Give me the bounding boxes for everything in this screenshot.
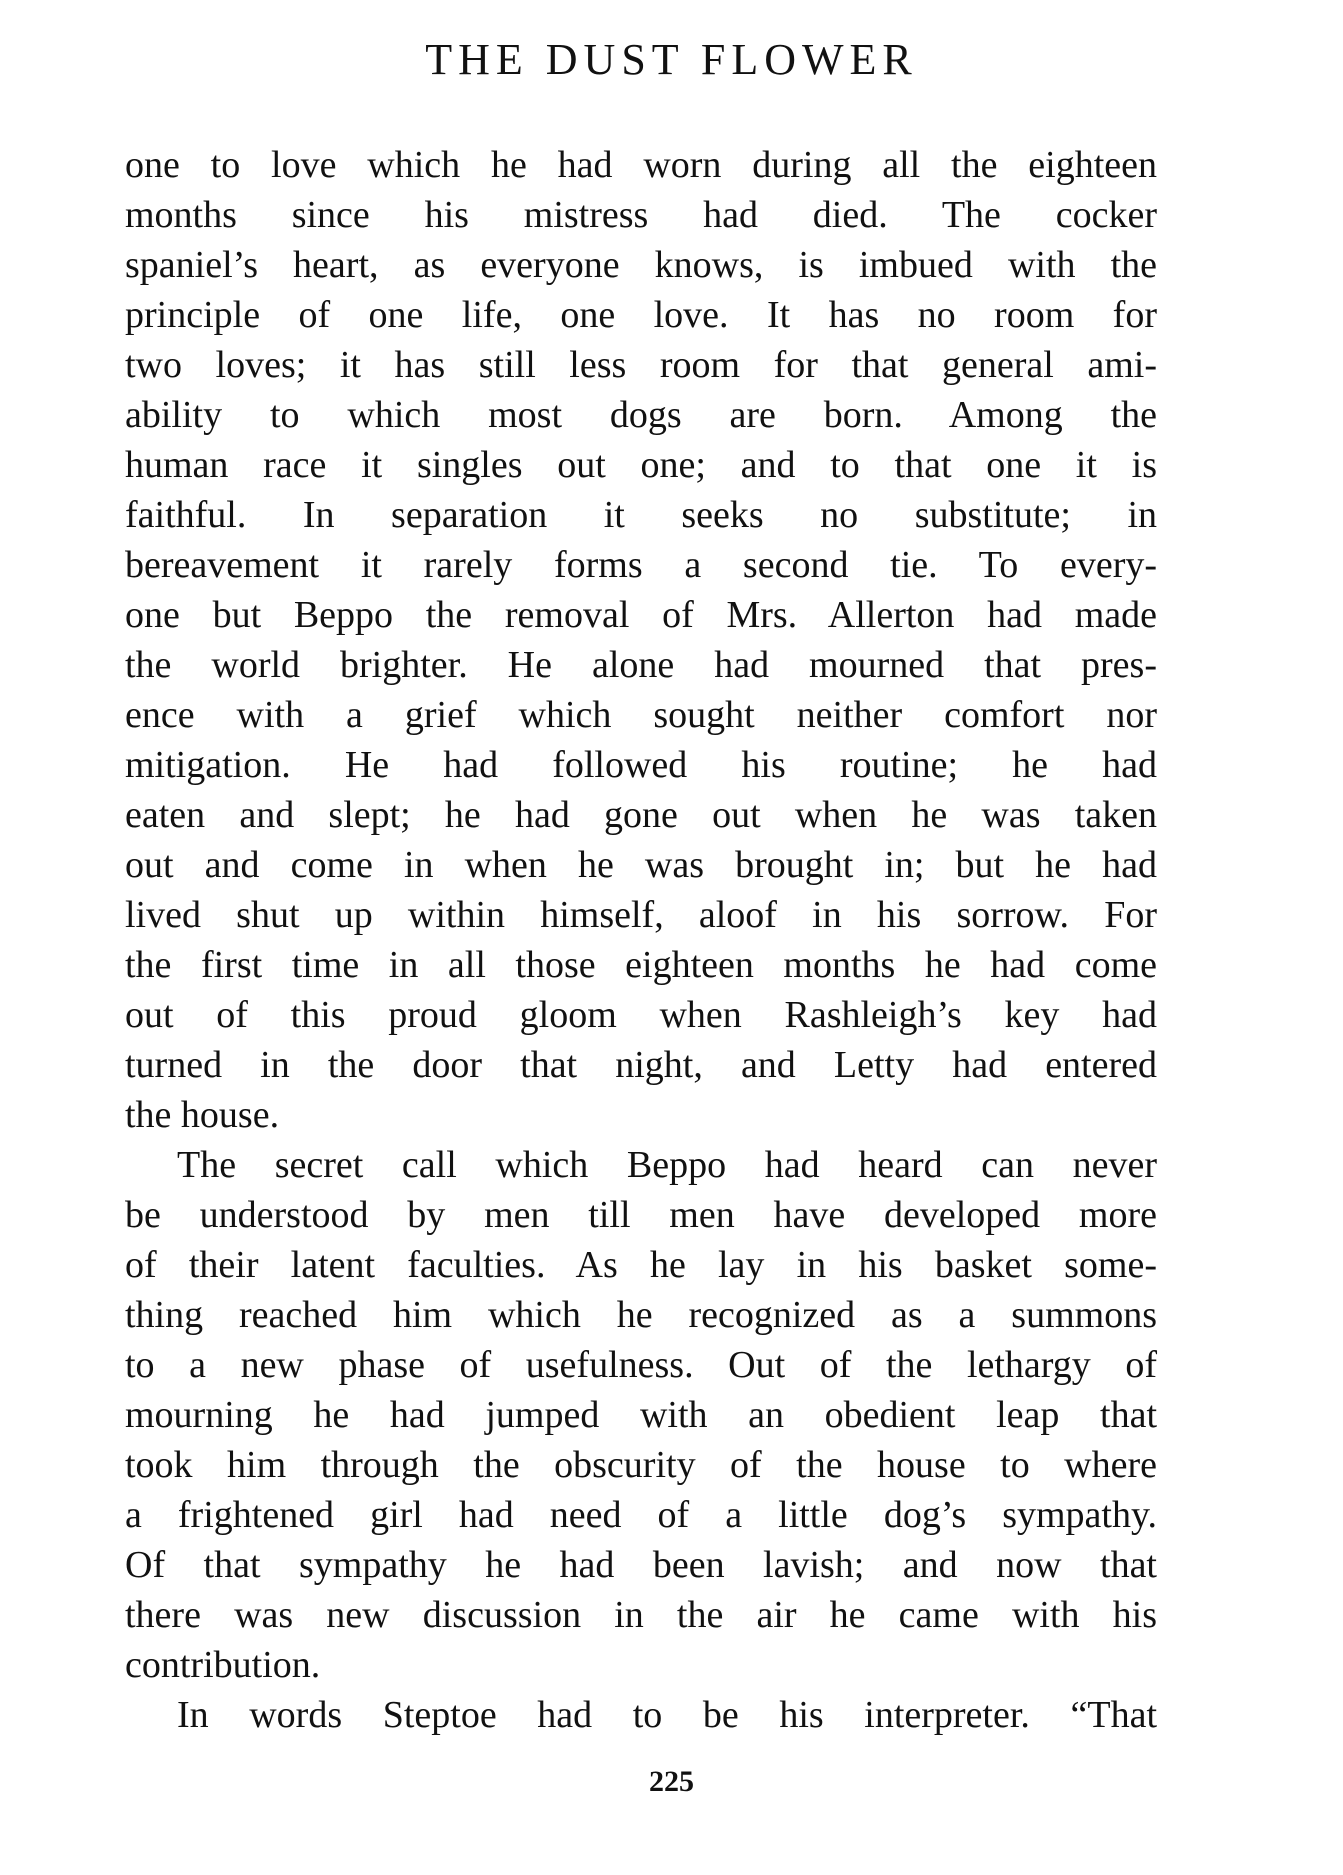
text-line: mourning he had jumped with an obedient leap that bbox=[125, 1394, 1157, 1436]
text-line: bereavement it rarely forms a second tie. To every- bbox=[125, 544, 1157, 586]
text-line: thing reached him which he recognized as a summons bbox=[125, 1294, 1157, 1336]
text-line: eaten and slept; he had gone out when he was taken bbox=[125, 794, 1157, 836]
text-line: spaniel’s heart, as everyone knows, is imbued with the bbox=[125, 244, 1157, 286]
text-line: mitigation. He had followed his routine; he had bbox=[125, 744, 1157, 786]
text-line: took him through the obscurity of the house to where bbox=[125, 1444, 1157, 1486]
text-line: lived shut up within himself, aloof in his sorrow. For bbox=[125, 894, 1157, 936]
text-line: contribution. bbox=[125, 1644, 321, 1686]
text-line: faithful. In separation it seeks no substitute; in bbox=[125, 494, 1157, 536]
text-line: the house. bbox=[125, 1094, 280, 1136]
text-line: In words Steptoe had to be his interpreter. “That bbox=[177, 1694, 1157, 1736]
text-line: to a new phase of usefulness. Out of the lethargy of bbox=[125, 1344, 1157, 1386]
text-line: The secret call which Beppo had heard can never bbox=[177, 1144, 1157, 1186]
text-line: human race it singles out one; and to that one it is bbox=[125, 444, 1157, 486]
text-line: ability to which most dogs are born. Among the bbox=[125, 394, 1157, 436]
text-line: a frightened girl had need of a little dog’s sympathy. bbox=[125, 1494, 1157, 1536]
body-text bbox=[125, 140, 1157, 1740]
text-line: principle of one life, one love. It has no room for bbox=[125, 294, 1157, 336]
text-line: ence with a grief which sought neither comfort nor bbox=[125, 694, 1157, 736]
text-line: one to love which he had worn during all the eighteen bbox=[125, 144, 1157, 186]
text-line: out and come in when he was brought in; but he had bbox=[125, 844, 1157, 886]
text-line: there was new discussion in the air he came with his bbox=[125, 1594, 1157, 1636]
running-title: THE DUST FLOWER bbox=[425, 35, 918, 84]
text-line: out of this proud gloom when Rashleigh’s key had bbox=[125, 994, 1157, 1036]
text-line: of their latent faculties. As he lay in his basket some- bbox=[125, 1244, 1157, 1286]
text-line: two loves; it has still less room for that general ami- bbox=[125, 344, 1157, 386]
text-line: turned in the door that night, and Letty had entered bbox=[125, 1044, 1157, 1086]
text-line: be understood by men till men have developed more bbox=[125, 1194, 1157, 1236]
page-number: 225 bbox=[649, 1765, 694, 1798]
text-line: months since his mistress had died. The cocker bbox=[125, 194, 1157, 236]
text-line: Of that sympathy he had been lavish; and now that bbox=[125, 1544, 1157, 1586]
text-line: one but Beppo the removal of Mrs. Allerton had made bbox=[125, 594, 1157, 636]
text-line: the world brighter. He alone had mourned that pres- bbox=[125, 644, 1157, 686]
text-line: the first time in all those eighteen months he had come bbox=[125, 944, 1157, 986]
